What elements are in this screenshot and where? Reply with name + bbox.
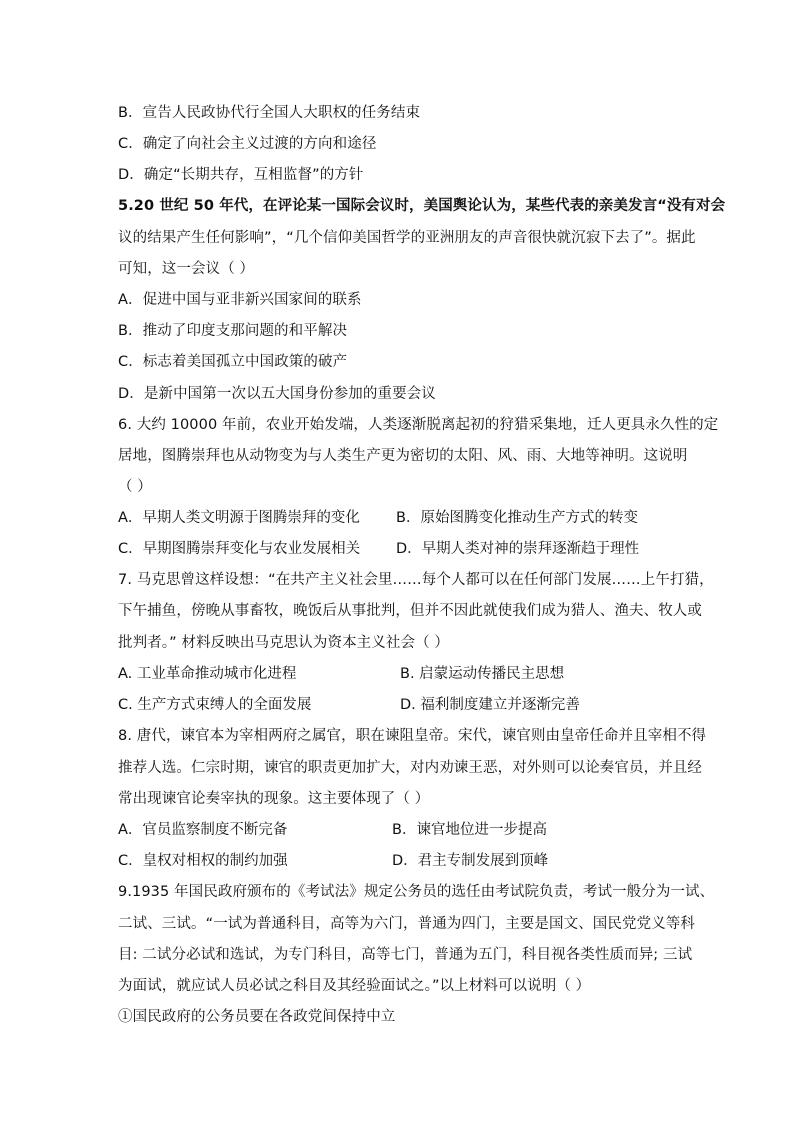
q5-option-c: C．标志着美国孤立中国政策的破产: [118, 354, 348, 370]
q5-option-d: D．是新中国第一次以五大国身份参加的重要会议: [118, 386, 436, 402]
q6-stem-line3: （ ）: [118, 479, 152, 495]
q7-option-d: D. 福利制度建立并逐渐完善: [400, 697, 580, 713]
q6-option-d: D．早期人类对神的崇拜逐渐趋于理性: [396, 541, 640, 557]
q8-option-c: C．皇权对相权的制约加强: [118, 853, 288, 869]
q7-options-row1: [118, 664, 678, 684]
q8-stem-line2: 推荐人选。仁宗时期，谏官的职责更加扩大，对内劝谏王恶，对外则可以论奏官员，并且经: [118, 760, 702, 776]
q9-stem-line3: 目: 二试分必试和选试，为专门科目，高等七门，普通为五门，科目视各类性质而异; 三试: [118, 947, 693, 963]
q6-option-b: B．原始图腾变化推动生产方式的转变: [396, 510, 638, 526]
q5-option-b: B．推动了印度支那问题的和平解决: [118, 323, 348, 339]
q4-option-d: D．确定“长期共存，互相监督”的方针: [118, 167, 364, 183]
q6-stem-line2: 居地，图腾崇拜也从动物变为与人类生产更为密切的太阳、风、雨、大地等神明。这说明: [118, 448, 688, 464]
q8-options-row2: [118, 851, 678, 871]
q6-options-row1: [118, 508, 678, 528]
q7-options-row2: [118, 695, 678, 715]
q8-option-a: A．官员监察制度不断完备: [118, 822, 288, 838]
q7-option-b: B. 启蒙运动传播民主思想: [400, 666, 565, 682]
q5-stem-line3: 可知，这一会议（ ）: [118, 261, 255, 277]
q4-option-b: B．宣告人民政协代行全国人大职权的任务结束: [118, 105, 421, 121]
q9-stem-line4: 为面试，就应试人员必试之科目及其经验面试之。”以上材料可以说明（ ）: [118, 978, 591, 994]
q6-option-a: A．早期人类文明源于图腾崇拜的变化: [118, 510, 360, 526]
q7-stem-line3: 批判者。” 材料反映出马克思认为资本主义社会（ ）: [118, 635, 449, 651]
q6-option-c: C．早期图腾崇拜变化与农业发展相关: [118, 541, 361, 557]
q8-option-b: B．谏官地位进一步提高: [392, 822, 547, 838]
q7-option-a: A. 工业革命推动城市化进程: [118, 666, 297, 682]
q8-option-d: D．君主专制发展到顶峰: [392, 853, 549, 869]
q9-statement-1: ①国民政府的公务员要在各政党间保持中立: [118, 1009, 396, 1025]
q4-option-c: C．确定了向社会主义过渡的方向和途径: [118, 136, 377, 152]
q8-stem-line3: 常出现谏官论奏宰执的现象。这主要体现了（ ）: [118, 791, 430, 807]
q7-stem-line2: 下午捕鱼，傍晚从事畜牧，晚饭后从事批判，但并不因此就使我们成为猎人、渔夫、牧人或: [118, 603, 702, 619]
q8-stem-line1: 8. 唐代，谏官本为宰相两府之属官，职在谏阻皇帝。宋代，谏官则由皇帝任命并且宰相不得: [118, 728, 707, 744]
q5-stem-line1: 5.20 世纪 50 年代，在评论某一国际会议时，美国舆论认为，某些代表的亲美发言“没有对会: [118, 198, 726, 214]
q7-option-c: C. 生产方式束缚人的全面发展: [118, 697, 312, 713]
q6-options-row2: [118, 539, 678, 559]
q5-stem-line2: 议的结果产生任何影响”，“几个信仰美国哲学的亚洲朋友的声音很快就沉寂下去了”。据此: [118, 230, 696, 246]
q5-option-a: A．促进中国与亚非新兴国家间的联系: [118, 292, 362, 308]
q9-stem-line2: 二试、三试。“一试为普通科目，高等为六门，普通为四门，主要是国文、国民党党义等科: [118, 916, 696, 932]
q8-options-row1: [118, 820, 678, 840]
q7-stem-line1: 7. 马克思曾这样设想：“在共产主义社会里……每个人都可以在任何部门发展……上午打猎，: [118, 572, 714, 588]
q6-stem-line1: 6. 大约 10000 年前，农业开始发端，人类逐渐脱离起初的狩猎采集地，迁人更具永久性的定: [118, 417, 719, 433]
q9-stem-line1: 9.1935 年国民政府颁布的《考试法》规定公务员的选任由考试院负责，考试一般分为一试、: [118, 884, 715, 900]
